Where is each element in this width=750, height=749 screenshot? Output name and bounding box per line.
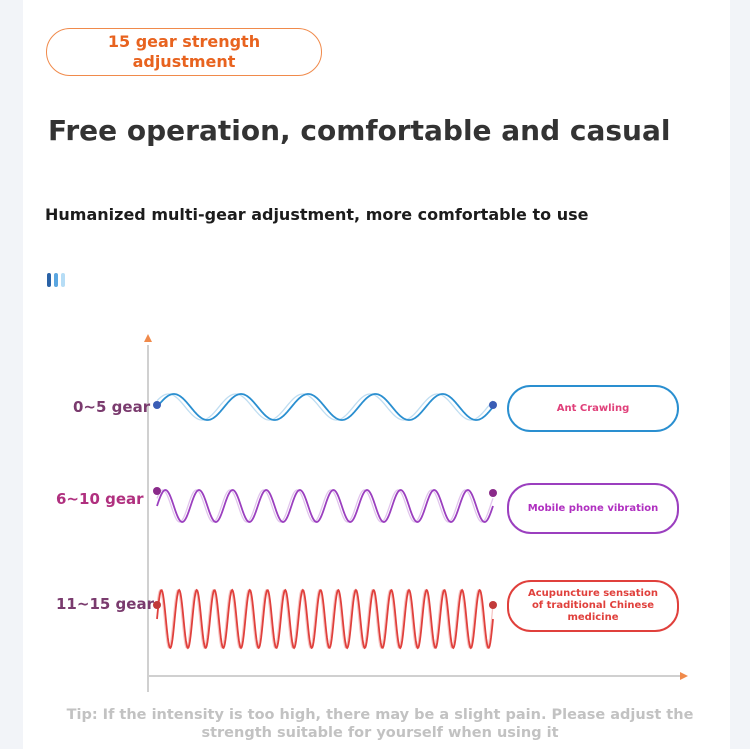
wave-start-dot-3 <box>153 601 161 609</box>
wave-end-dot-2 <box>489 489 497 497</box>
mode-pill-ant-crawling-text: Ant Crawling <box>556 402 630 414</box>
y-axis-arrow <box>144 334 152 342</box>
badge-text: 15 gear strength adjustment <box>107 32 261 71</box>
gear-label-medium: 6~10 gear <box>56 490 144 508</box>
page-title: Free operation, comfortable and casual <box>48 114 671 147</box>
tip-text: Tip: If the intensity is too high, there may be a slight pain. Please adjust the strength suitable for yourself when using it <box>66 707 694 741</box>
wave-3 <box>157 590 493 648</box>
wave-start-dot-1 <box>153 401 161 409</box>
wave-end-dot-1 <box>489 401 497 409</box>
wave-1 <box>157 394 493 420</box>
mode-pill-acupuncture <box>507 580 679 632</box>
wave-end-dot-3 <box>489 601 497 609</box>
x-axis-arrow <box>680 672 688 680</box>
mode-pill-acupuncture-text: Acupuncture sensation of traditional Chinese medicine <box>528 588 658 623</box>
mode-pill-ant-crawling <box>507 385 679 432</box>
page-subtitle: Humanized multi-gear adjustment, more comfortable to use <box>45 205 589 224</box>
wave-start-dot-2 <box>153 487 161 495</box>
wave-2 <box>157 490 493 522</box>
mode-pill-phone-vibration <box>507 483 679 534</box>
gear-label-high: 11~15 gear <box>56 595 154 613</box>
gear-label-low: 0~5 gear <box>73 398 151 416</box>
mode-pill-phone-vibration-text: Mobile phone vibration <box>527 502 659 514</box>
